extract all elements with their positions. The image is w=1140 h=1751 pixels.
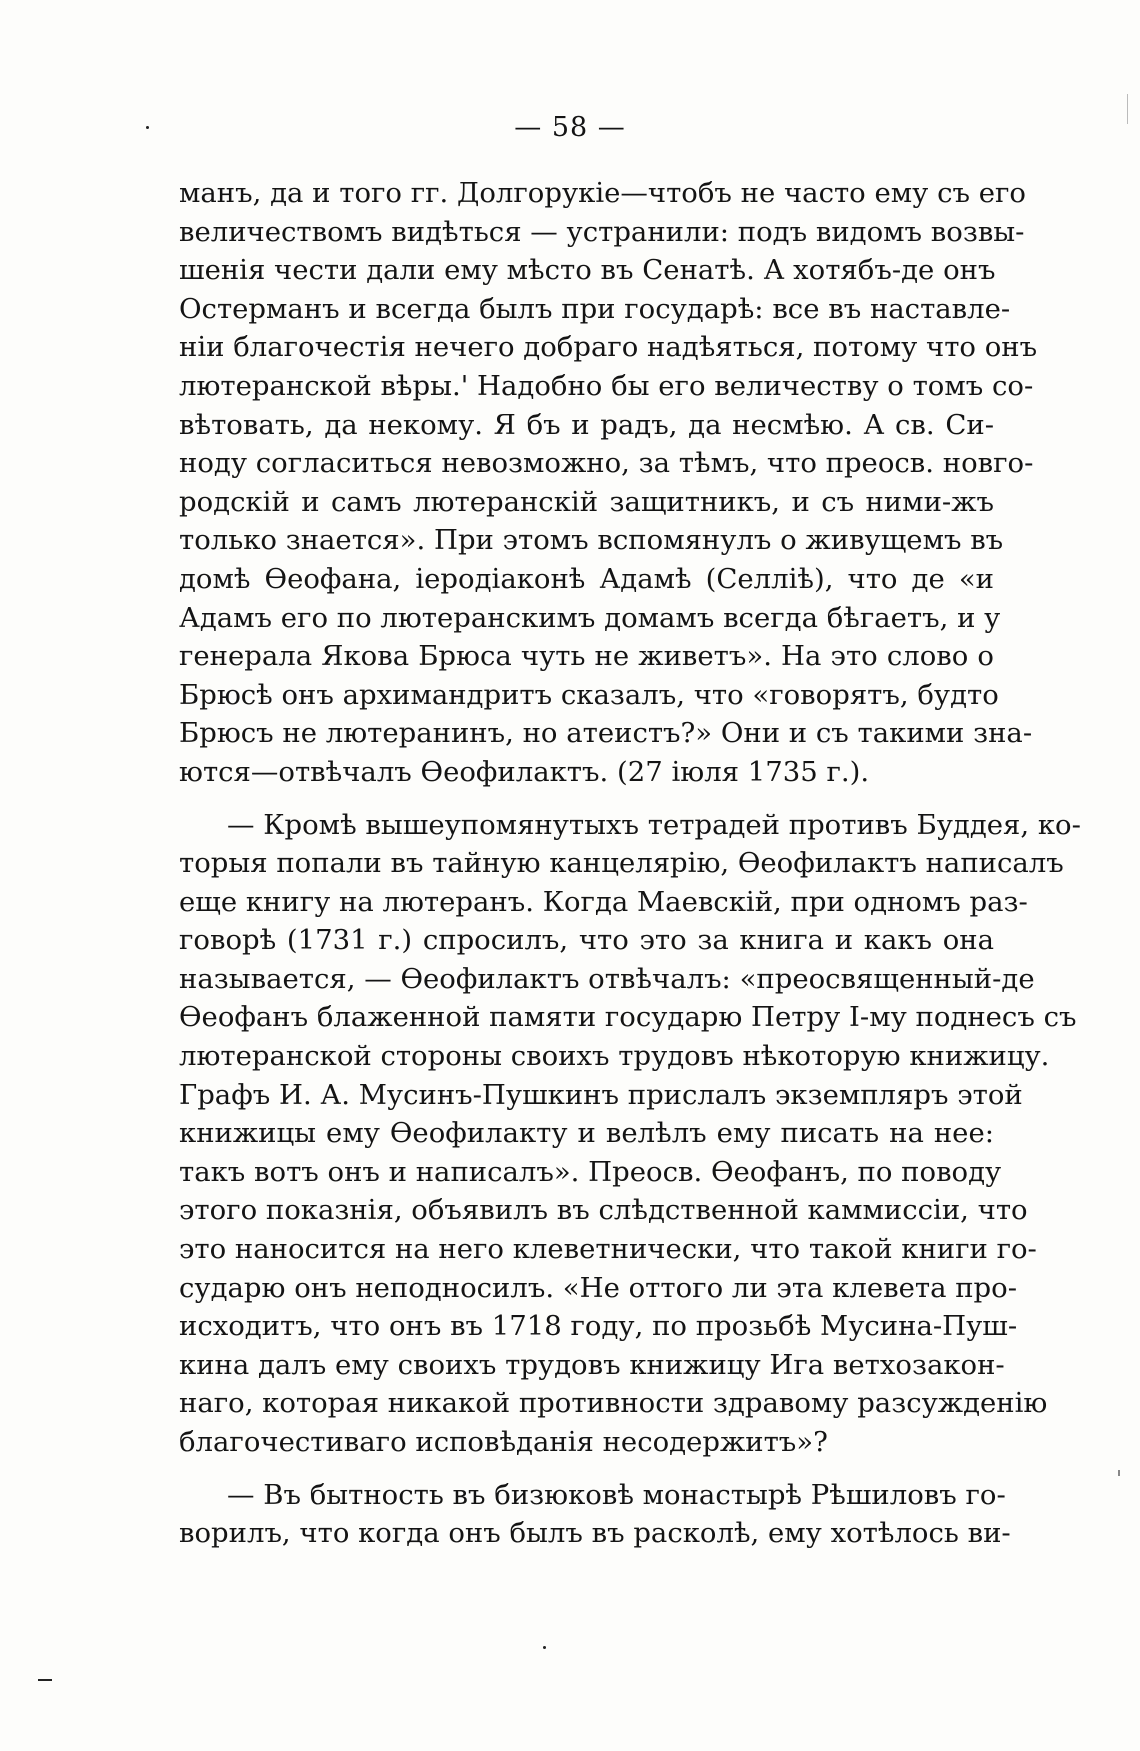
text-line: величествомъ видѣться — устранили: подъ видомъ возвы- [179,215,1025,248]
text-line: такъ вотъ онъ и написалъ». Преосв. Өеофанъ, по поводу [179,1155,1002,1188]
text-line: наго, которая никакой противности здравому разсужденію [179,1387,1048,1420]
text-line: Графъ И. А. Мусинъ-Пушкинъ прислалъ экземпляръ этой [179,1078,1023,1111]
scan-speck [1118,1470,1120,1476]
text-line: еще книгу на лютеранъ. Когда Маевскій, при одномъ раз- [179,885,1028,918]
text-line: лютеранской вѣры.' Надобно бы его величеству о томъ со- [179,369,1034,402]
text-line: благочестиваго исповѣданія несодержитъ»? [179,1426,828,1458]
text-line: родскій и самъ лютеранскій защитникъ, и съ ними-жъ [179,485,994,518]
text-line: торыя попали въ тайную канцелярію, Өеофилактъ написалъ [179,847,1064,880]
scan-speck [543,1646,546,1649]
text-line: ются—отвѣчалъ Өеофилактъ. (27 іюля 1735 г.). [179,755,870,788]
text-line: домѣ Өеофана, іеродіаконѣ Адамѣ (Селліѣ), что де «и [179,562,994,595]
text-line: генерала Якова Брюса чуть не живетъ». На это слово о [179,640,994,673]
text-line: называется, — Өеофилактъ отвѣчалъ: «преосвященный-де [179,962,1035,995]
text-line: ніи благочестія нечего добраго надѣяться, потому что онъ [179,331,1038,364]
scan-speck [146,126,149,129]
paragraph-3 [179,1476,1011,1553]
text-line: этого показнія, объявилъ въ слѣдственной каммиссіи, что [179,1194,1028,1227]
scan-speck [1127,94,1128,124]
text-line: Өеофанъ блаженной памяти государю Петру І-му поднесъ съ [179,1001,1077,1034]
text-line: говорѣ (1731 г.) спросилъ, что это за книга и какъ она [179,924,994,957]
text-line: — Кромѣ вышеупомянутыхъ тетрадей противъ Буддея, ко- [227,808,1081,841]
text-line: сударю онъ неподносилъ. «Не оттого ли эта клевета про- [179,1271,1017,1304]
text-line: лютеранской стороны своихъ трудовъ нѣкоторую книжицу. [179,1040,1050,1073]
text-line: Брюсѣ онъ архимандритъ сказалъ, что «говорятъ, будто [179,678,999,711]
text-line: Остерманъ и всегда былъ при государѣ: все въ наставле- [179,292,1011,325]
text-line: ворилъ, что когда онъ былъ въ расколѣ, ему хотѣлось ви- [179,1517,1011,1550]
text-line: Адамъ его по лютеранскимъ домамъ всегда бѣгаетъ, и у [179,601,1001,634]
scan-speck [38,1679,52,1681]
paragraph-2 [179,806,1081,1462]
body-text [179,174,1081,1553]
text-line: книжицы ему Өеофилакту и велѣлъ ему писать на нее: [179,1117,994,1150]
text-line: только знается». При этомъ вспомянулъ о живущемъ въ [179,524,1004,557]
text-line: Брюсъ не лютеранинъ, но атеистъ?» Они и съ такими зна- [179,717,1033,750]
paragraph-1 [179,174,1038,792]
text-line: манъ, да и того гг. Долгорукіе—чтобъ не часто ему съ его [179,177,1026,209]
text-line: — Въ бытность въ бизюковѣ монастырѣ Рѣшиловъ го- [227,1478,1006,1511]
text-line: шенія чести дали ему мѣсто въ Сенатѣ. А хотябъ-де онъ [179,254,996,287]
text-line: это наносится на него клеветнически, что такой книги го- [179,1233,1037,1266]
page-number: — 58 — [514,112,626,143]
text-line: кина далъ ему своихъ трудовъ книжицу Ига ветхозакон- [179,1348,1005,1381]
text-line: ноду согласиться невозможно, за тѣмъ, что преосв. новго- [179,447,1034,480]
text-line: вѣтовать, да некому. Я бъ и радъ, да несмѣю. А св. Си- [179,408,994,441]
text-line: исходитъ, что онъ въ 1718 году, по прозьбѣ Мусина-Пуш- [179,1310,1018,1343]
